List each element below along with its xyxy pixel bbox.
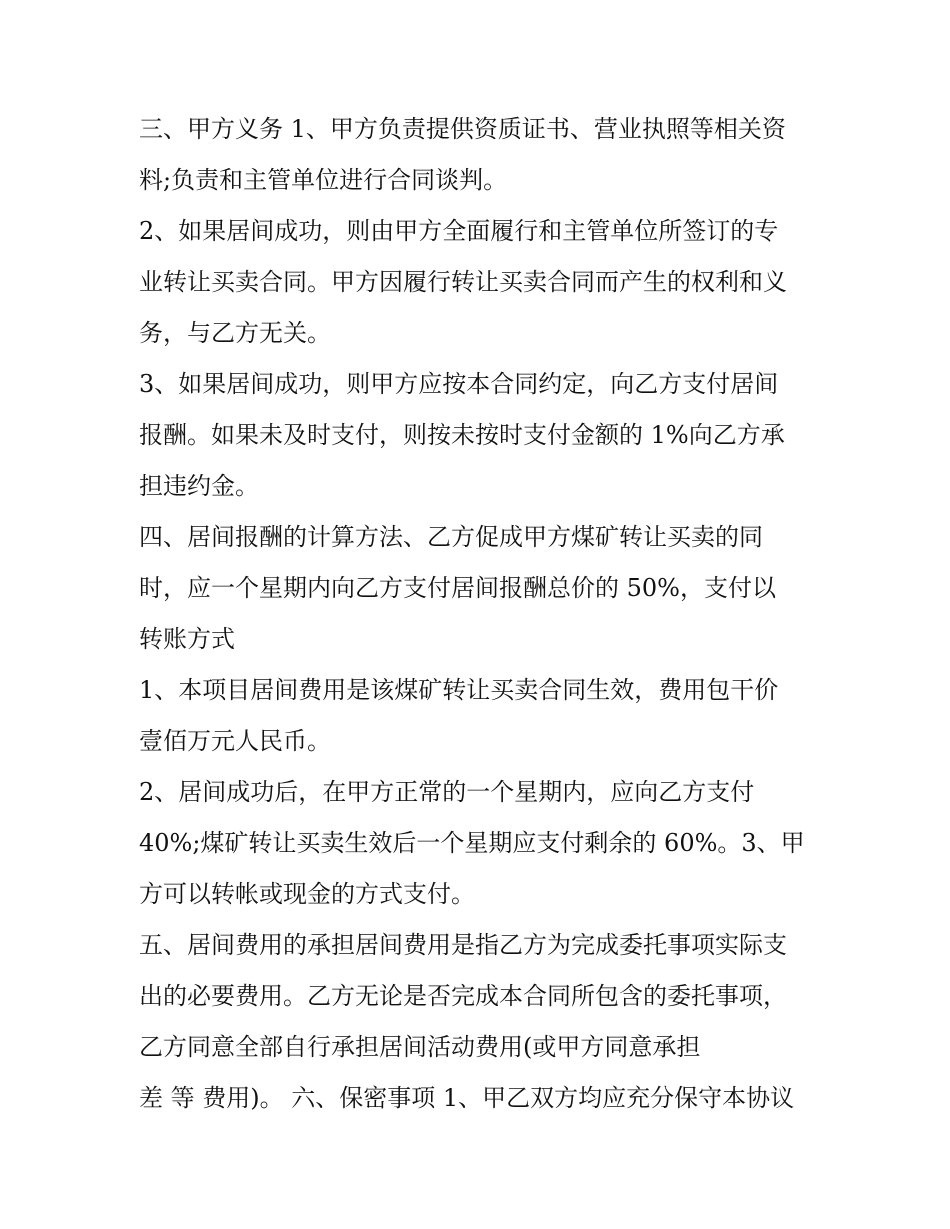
text-line: 壹佰万元人民币。: [139, 727, 331, 755]
text-line: 三、甲方义务 1、甲方负责提供资质证书、营业执照等相关资: [139, 115, 786, 143]
text-line: 2、居间成功后，在甲方正常的一个星期内，应向乙方支付: [139, 778, 755, 806]
text-line: 转账方式: [139, 625, 235, 653]
text-line: 3、如果居间成功，则甲方应按本合同约定，向乙方支付居间: [139, 370, 779, 398]
text-line: 1、本项目居间费用是该煤矿转让买卖合同生效，费用包干价: [139, 676, 779, 704]
text-line: 出的必要费用。乙方无论是否完成本合同所包含的委托事项，: [139, 982, 787, 1010]
text-line: 料;负责和主管单位进行合同谈判。: [139, 166, 508, 194]
text-line: 务，与乙方无关。: [139, 319, 331, 347]
text-line: 差 等 费用)。 六、保密事项 1、甲乙双方均应充分保守本协议: [139, 1084, 795, 1112]
text-line: 五、居间费用的承担居间费用是指乙方为完成委托事项实际支: [139, 931, 787, 959]
text-line: 乙方同意全部自行承担居间活动费用(或甲方同意承担: [139, 1033, 701, 1061]
text-line: 2、如果居间成功，则由甲方全面履行和主管单位所签订的专: [139, 217, 779, 245]
text-line: 时，应一个星期内向乙方支付居间报酬总价的 50%，支付以: [139, 574, 776, 602]
text-line: 四、居间报酬的计算方法、乙方促成甲方煤矿转让买卖的同: [139, 523, 763, 551]
text-line: 40%;煤矿转让买卖生效后一个星期应支付剩余的 60%。3、甲: [139, 829, 805, 857]
text-line: 方可以转帐或现金的方式支付。: [139, 880, 475, 908]
text-line: 报酬。如果未及时支付，则按未按时支付金额的 1%向乙方承: [139, 421, 785, 449]
text-line: 业转让买卖合同。甲方因履行转让买卖合同而产生的权利和义: [139, 268, 787, 296]
document-body: [139, 104, 829, 1124]
text-line: 担违约金。: [139, 472, 259, 500]
